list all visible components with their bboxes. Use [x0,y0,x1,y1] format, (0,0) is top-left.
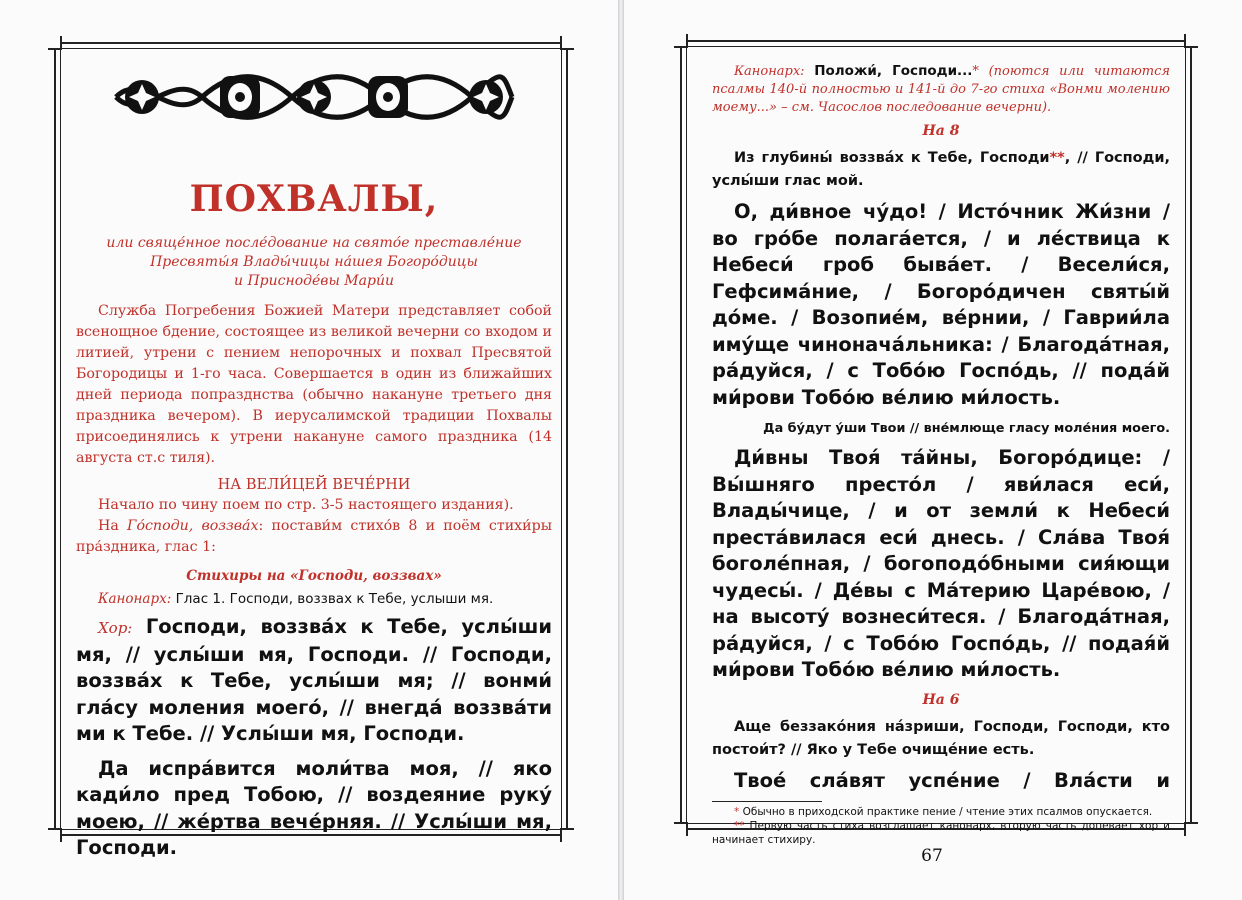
on-8-heading: На 8 [922,123,960,139]
sticheron-3: Твое́ сла́вят успе́ние / Вла́сти и [734,768,1170,792]
service-subtitle: или свяще́нное после́дование на свято́е преставле́ние Пресвяты́я Влады́чицы на́шея Богоро́дицы и Присноде́вы Мари́и [106,235,522,289]
page-number: 67 [921,846,943,866]
stichera-heading: Стихиры на «Господи, воззвах» [186,568,442,584]
choir-verse: Хор: Господи, воззва́х к Тебе, услы́ши мя, // услы́ши мя, Господи. // Господи, воззва́х к Тебе, услы́ши мя; // вонми́ гла́су моления моего́, // внегда́ воззва́ти ми к Тебе. // Услы́ши мя, Господи. [76,615,552,745]
kanonarch-line: Канонарх: Глас 1. Господи, воззвах к Тебе, услыши мя. [98,591,494,607]
page-title: ПОХВАЛЫ, [189,178,439,220]
prayer-verse: Да испра́вится моли́тва моя, // яко кади́ло пред Тобою, // воздеяние руку́ моею, // же́ртва вече́рняя. // Услы́ши мя, Господи. [76,756,552,859]
kanonarch-instruction: Канонарх: Положи́, Господи...* (поются или читаются псалмы 140-й полностью и 141-й до 7-го стиха «Вонми молению моему...» – см. Часослов последование вечерни). [712,63,1170,115]
sticheron-2: Ди́вны Твоя́ та́йны, Богоро́дице: / Вы́шняго престо́л / яви́лася еси́, Влады́чице, / и от земли́ к Небеси́ преста́вилася еси́ днесь. / Сла́ва Твоя́ боголе́пная, / богоподо́бными сия́ющи чудесы́. / Де́вы с Ма́терию Царе́вою, / на высоту́ вознеси́теся. / Благода́тная, ра́дуйся, / с Тобо́ю Госпо́дь, // подая́й ми́рови Тобо́ю ве́лию ми́лость. [712,446,1170,681]
on-6-heading: На 6 [922,691,960,708]
footnote-2: ** Первую часть стиха возглашает канонарх, вторую часть допевает хор и начинает стихиру. [712,819,1170,846]
psalm-verse-1: Из глубины́ воззва́х к Тебе, Господи**, // Господи, услы́ши глас мой. [712,150,1170,189]
footnote-1: * Обычно в приходской практике пение / чтение этих псалмов опускается. [734,805,1153,818]
lattice-band-ornament-icon [112,68,516,126]
lord-cried-instruction: На Го́споди, воззва́х: постави́м стихо́в 8 и поём стихи́ры пра́здника, глас 1: [76,518,553,555]
right-page-content [712,62,1170,847]
begin-note: Начало по чину поем по стр. 3-5 настоящего издания). [98,497,514,513]
vespers-heading: НА ВЕЛИ́ЦЕЙ ВЕЧЕ́РНИ [217,477,411,493]
sticheron-1: О, ди́вное чу́до! / Исто́чник Жи́зни / во гро́бе полага́ется, / и ле́ствица к Небеси́ гроб быва́ет. / Весели́ся, Гефсима́ние, / Богоро́дичен святы́й до́ме. / Возопие́м, ве́рнии, / Гаврии́ла иму́ще чинонача́льника: / Благода́тная, ра́дуйся, / с Тобо́ю Госпо́дь, // пода́й ми́рови Тобо́ю ве́лию ми́лость. [712,200,1170,409]
psalm-verse-3: Аще беззако́ния на́зриши, Господи, Господи, кто постои́т? // Яко у Тебе очище́ние есть. [712,718,1170,758]
intro-paragraph: Служба Погребения Божией Матери представляет собой всенощное бдение, состоящее из великой вечерни со входом и литией, утрени с пением непорочных и похвал Пресвятой Богородицы и 1-го часа. Совершается в один из ближайших дней периода попразднства (обычно накануне третьего дня праздника вечером). В иерусалимской традиции Похвалы присоединялись к утрени накануне самого праздника (14 августа ст.с тиля). [76,303,552,466]
left-page-content [76,68,552,870]
footnote-divider [712,801,822,802]
psalm-verse-2: Да бу́дут у́ши Твои // вне́млюще гласу моле́ния моего. [763,421,1170,436]
